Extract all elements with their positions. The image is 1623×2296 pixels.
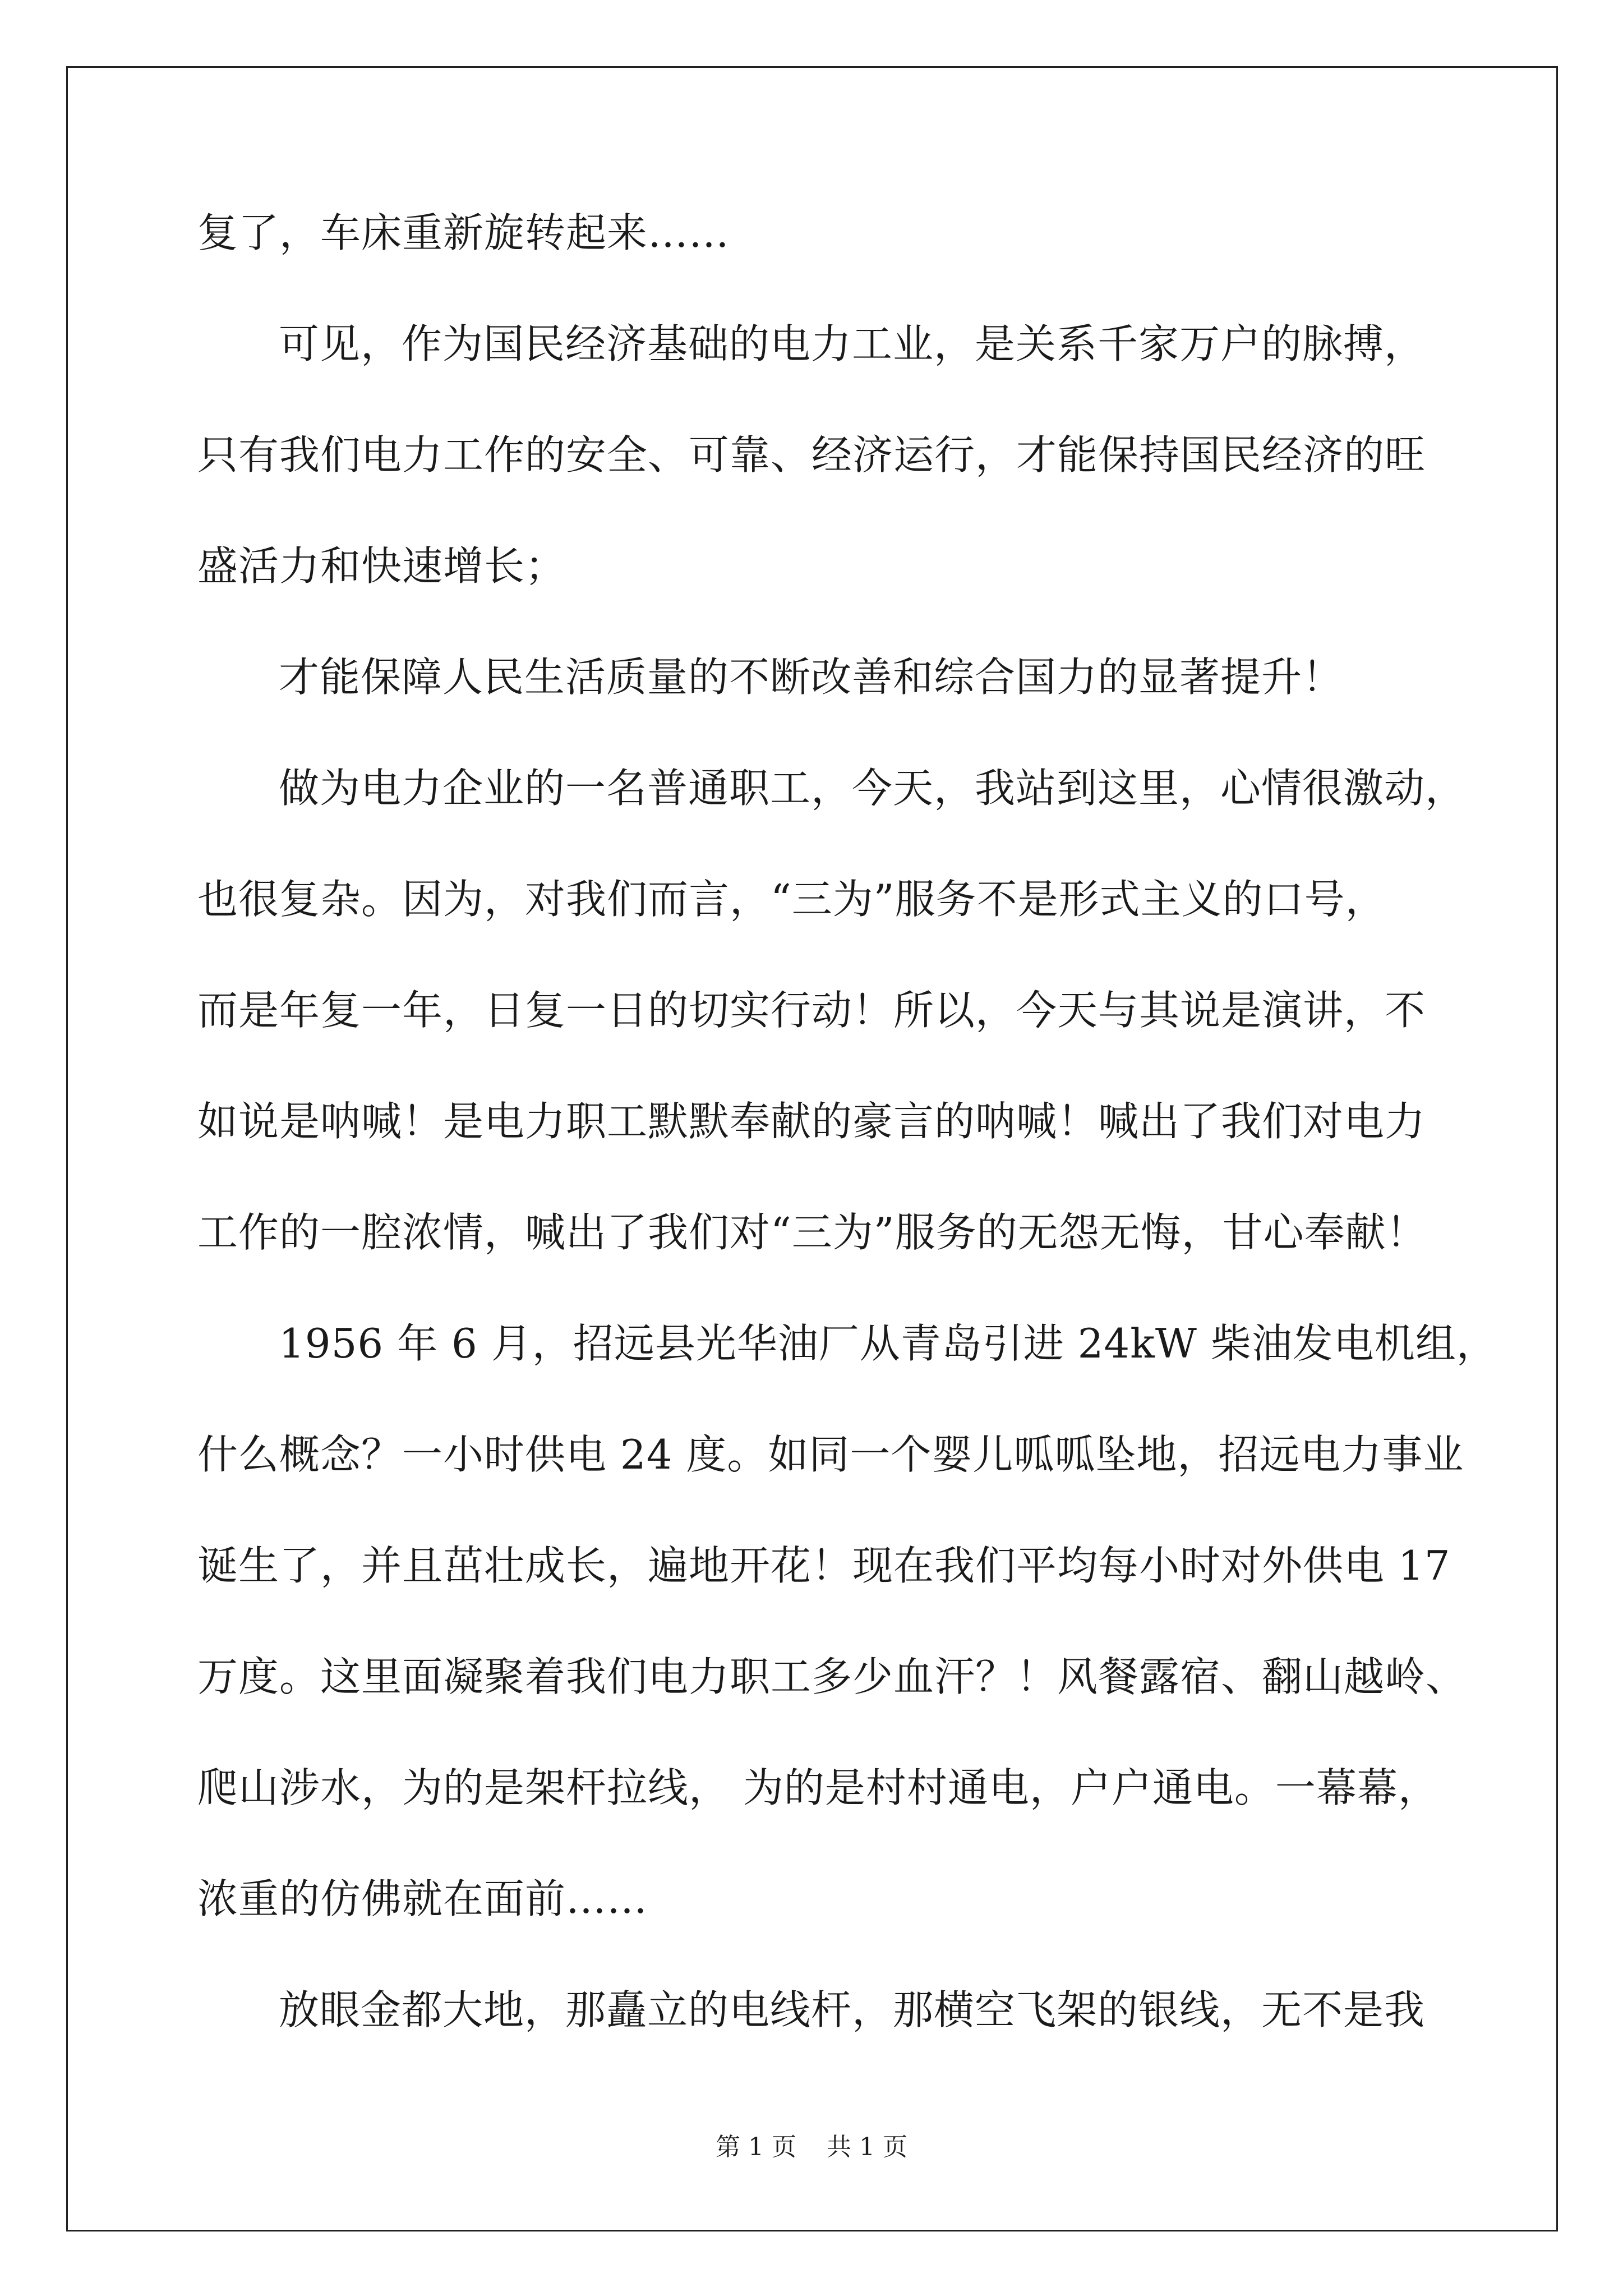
text-line: 如说是呐喊！是电力职工默默奉献的豪言的呐喊！喊出了我们对电力 bbox=[197, 1098, 1426, 1145]
text-line: 1956 年 6 月，招远县光华油厂从青岛引进 24kW 柴油发电机组， bbox=[279, 1320, 1497, 1367]
page-total: 共 1 页 bbox=[827, 2133, 907, 2161]
page-number: 第 1 页 bbox=[716, 2133, 796, 2161]
text-line: 也很复杂。因为，对我们而言，“三为”服务不是形式主义的口号， bbox=[197, 876, 1386, 923]
text-line: 放眼金都大地，那矗立的电线杆，那横空飞架的银线，无不是我 bbox=[279, 1986, 1426, 2033]
text-line: 爬山涉水，为的是架杆拉线， 为的是村村通电，户户通电。一幕幕， bbox=[197, 1764, 1439, 1811]
text-line: 诞生了，并且茁壮成长，遍地开花！现在我们平均每小时对外供电 17 bbox=[197, 1542, 1451, 1589]
text-line: 只有我们电力工作的安全、可靠、经济运行，才能保持国民经济的旺 bbox=[197, 431, 1426, 478]
text-line: 什么概念？一小时供电 24 度。如同一个婴儿呱呱坠地，招远电力事业 bbox=[197, 1431, 1464, 1478]
page-footer bbox=[0, 2131, 1623, 2164]
text-line: 万度。这里面凝聚着我们电力职工多少血汗？！风餐露宿、翻山越岭、 bbox=[197, 1653, 1467, 1700]
text-line: 复了，车床重新旋转起来…… bbox=[197, 209, 730, 256]
text-line: 才能保障人民生活质量的不断改善和综合国力的显著提升！ bbox=[279, 654, 1344, 701]
text-line: 可见，作为国民经济基础的电力工业，是关系千家万户的脉搏， bbox=[279, 320, 1426, 367]
text-line: 工作的一腔浓情，喊出了我们对“三为”服务的无怨无悔，甘心奉献！ bbox=[197, 1209, 1427, 1256]
text-line: 做为电力企业的一名普通职工，今天，我站到这里，心情很激动， bbox=[279, 765, 1467, 812]
text-line: 盛活力和快速增长； bbox=[197, 542, 566, 590]
text-line: 而是年复一年，日复一日的切实行动！所以，今天与其说是演讲，不 bbox=[197, 987, 1426, 1034]
text-line: 浓重的仿佛就在面前…… bbox=[197, 1875, 648, 1922]
